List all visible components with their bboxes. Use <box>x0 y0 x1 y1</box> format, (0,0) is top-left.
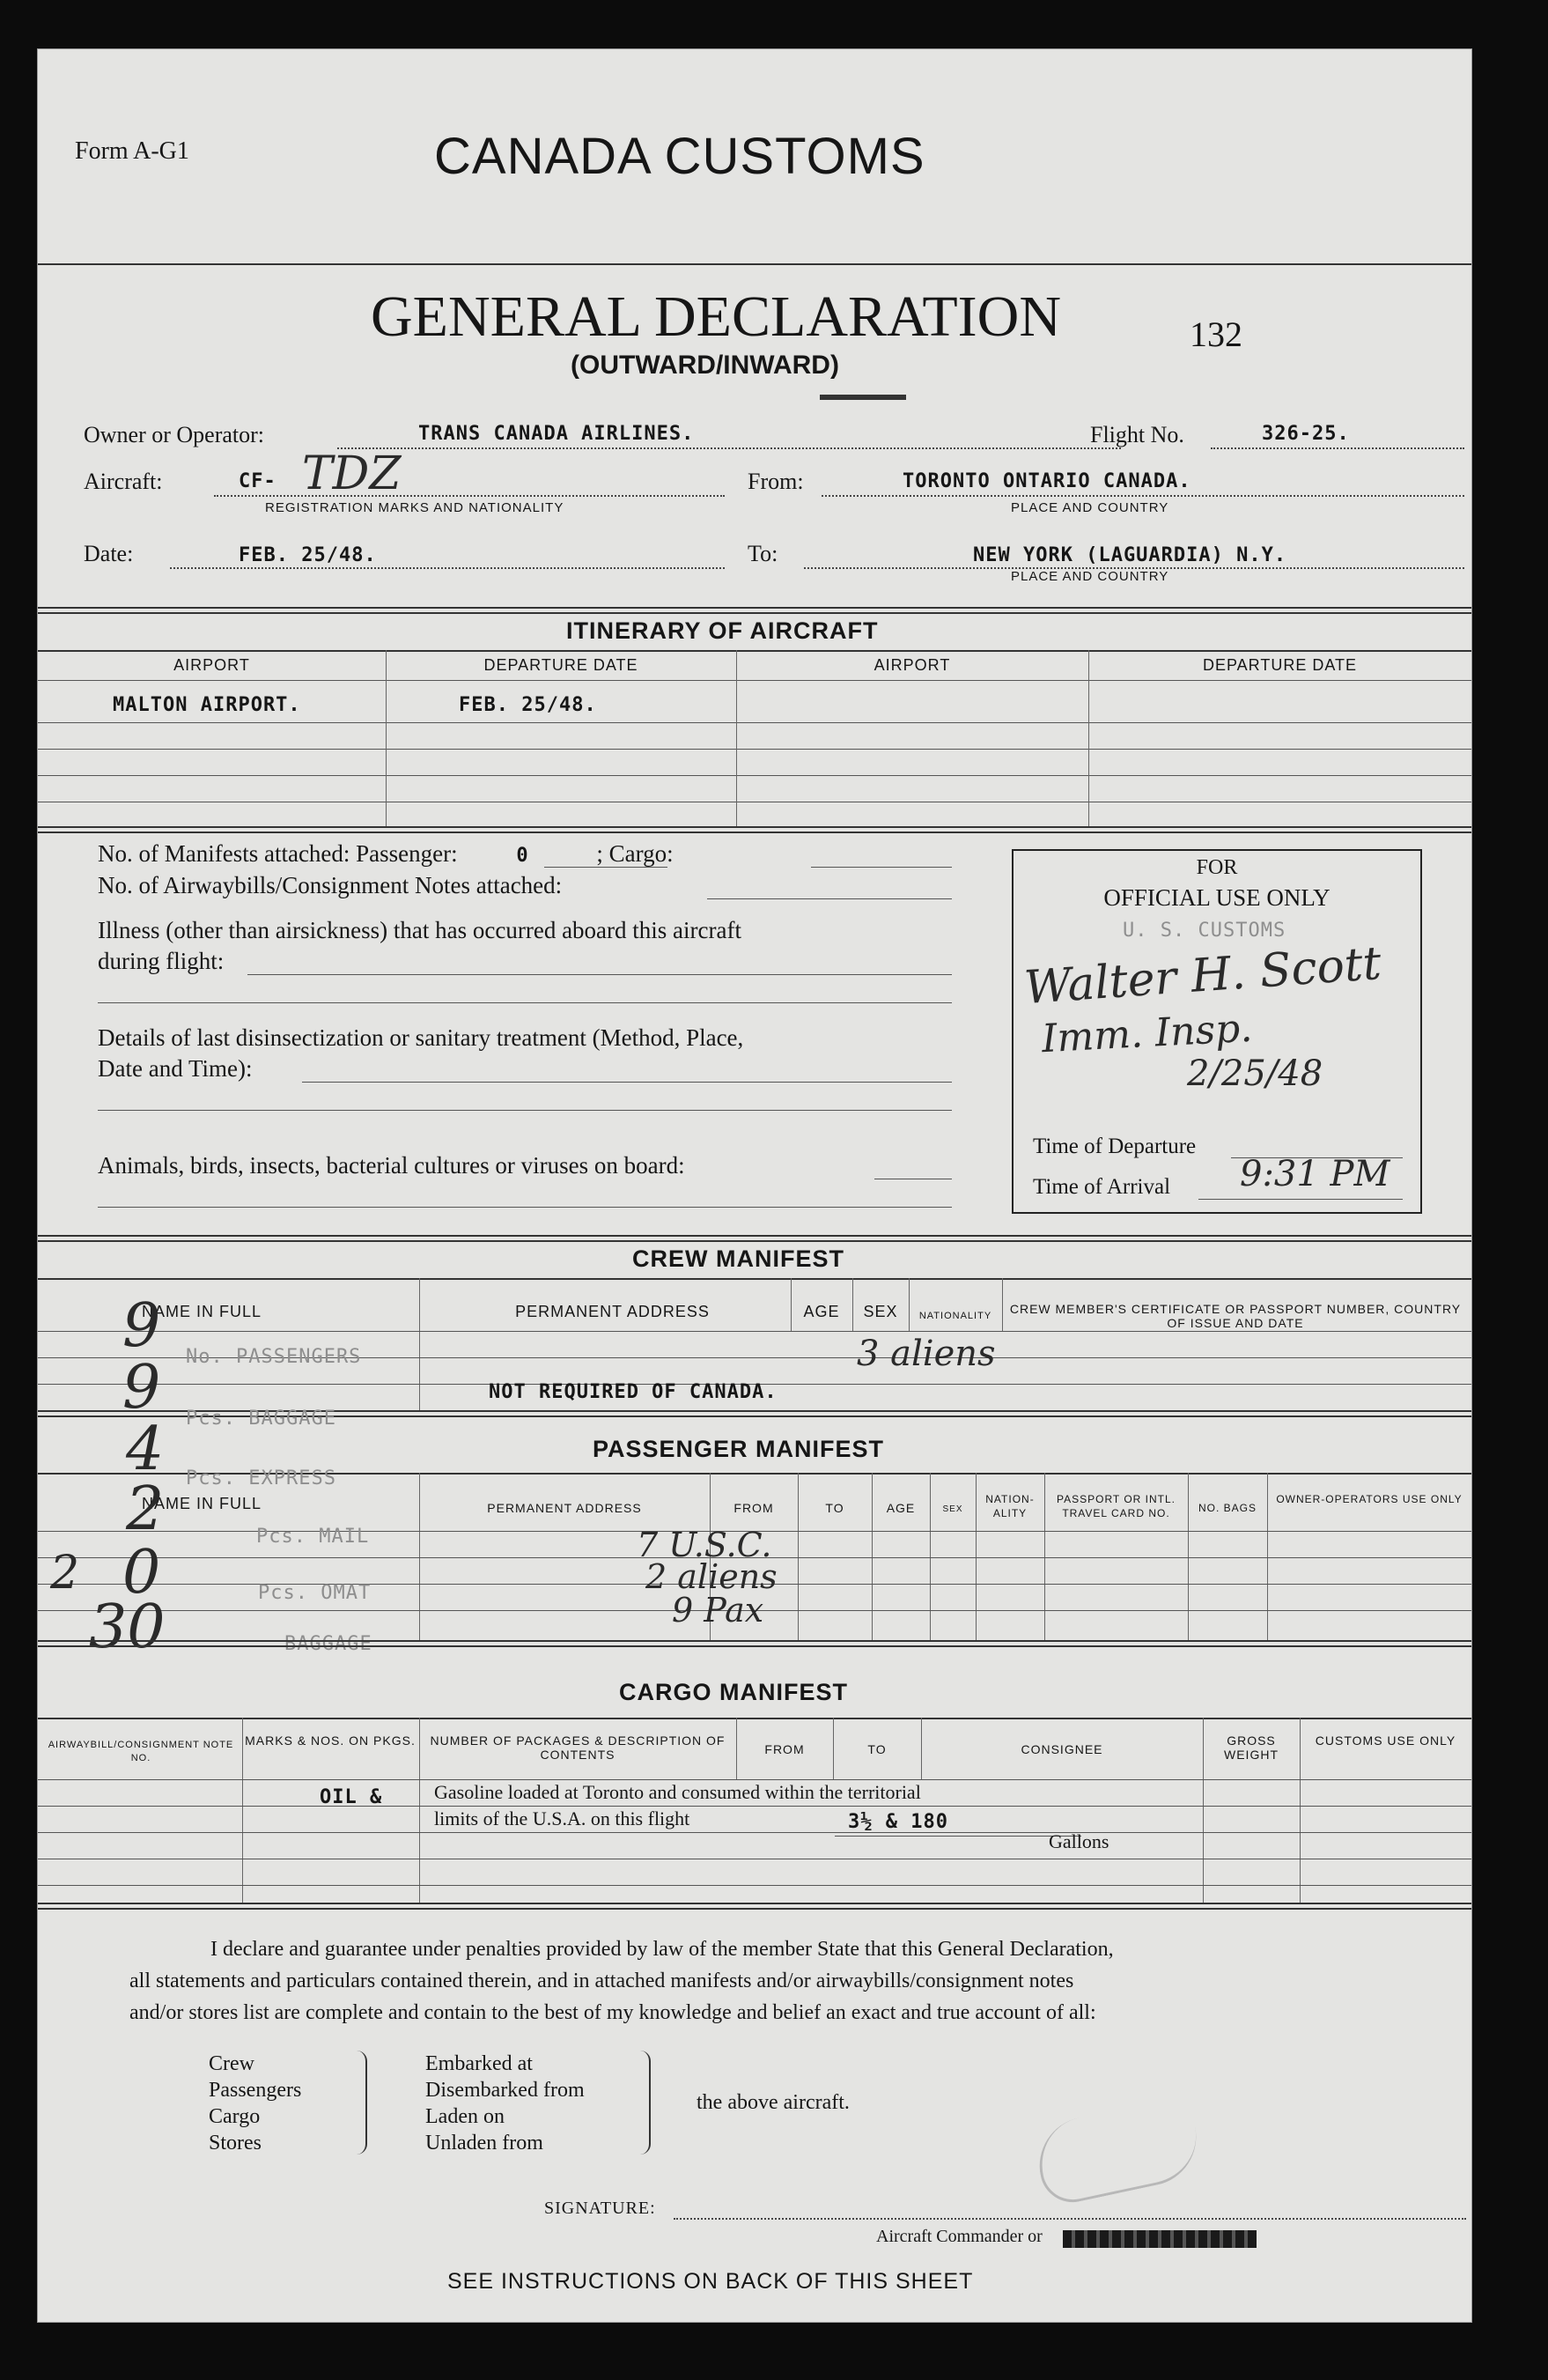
from-caption: PLACE AND COUNTRY <box>1011 500 1169 515</box>
list-passengers: Passengers <box>209 2079 302 2102</box>
brace-2 <box>637 2051 651 2155</box>
crew-col-sex: SEX <box>863 1303 898 1320</box>
list-laden: Laden on <box>425 2105 505 2128</box>
list-crew: Crew <box>209 2052 254 2075</box>
declaration-tail: the above aircraft. <box>697 2091 850 2114</box>
pax-col-owner: OWNER-OPERATORS USE ONLY <box>1276 1493 1463 1505</box>
signature-label: SIGNATURE: <box>544 2199 656 2218</box>
commander-redaction <box>1063 2230 1257 2248</box>
pax-note-2: 2 aliens <box>645 1557 778 1596</box>
form-number: Form A-G1 <box>75 137 189 165</box>
declaration-form <box>37 48 1472 2323</box>
cargo-col-from: FROM <box>764 1742 805 1756</box>
to-label: To: <box>748 541 778 566</box>
stamp-label-baggage: Pcs. BAGGAGE <box>186 1408 336 1430</box>
brace-1 <box>353 2051 367 2155</box>
from-label: From: <box>748 469 804 494</box>
inspector-signature: Walter H. Scott <box>1022 936 1383 1016</box>
manifests-label: No. of Manifests attached: Passenger: <box>98 840 458 867</box>
cargo-marks: OIL & <box>320 1786 383 1808</box>
flight-line <box>1211 447 1464 449</box>
manifests-line <box>98 840 674 868</box>
pax-col-passport: PASSPORT OR INTL. TRAVEL CARD NO. <box>1056 1493 1176 1519</box>
itin-col-airport-1: AIRPORT <box>173 656 250 674</box>
owner-label: Owner or Operator: <box>84 422 265 447</box>
date-line <box>170 567 725 569</box>
declaration-line-1: I declare and guarantee under penalties provided by law of the member State that this General Declaration, <box>210 1938 1114 1961</box>
pax-col-nationality: NATION-ALITY <box>985 1493 1035 1519</box>
stamp-number-5: 0 <box>122 1538 161 1608</box>
from-value: TORONTO ONTARIO CANADA. <box>903 470 1191 492</box>
pax-note-1: 7 U.S.C. <box>637 1526 772 1564</box>
itin-col-date-1: DEPARTURE DATE <box>483 656 638 674</box>
cargo-col-packages: NUMBER OF PACKAGES & DESCRIPTION OF CONTENTS <box>430 1733 726 1762</box>
list-disembarked: Disembarked from <box>425 2079 585 2102</box>
pax-col-bags: NO. BAGS <box>1198 1502 1257 1514</box>
list-unladen: Unladen from <box>425 2132 543 2155</box>
inspector-title: Imm. Insp. <box>1040 1005 1254 1062</box>
agency-title: CANADA CUSTOMS <box>434 128 925 185</box>
pax-col-from: FROM <box>733 1501 774 1515</box>
date-value: FEB. 25/48. <box>239 544 377 566</box>
declaration-line-2: all statements and particulars contained therein, and in attached manifests and/or airwaybills/consignment notes <box>129 1970 1074 1992</box>
crew-col-nationality: NATIONALITY <box>918 1311 992 1321</box>
disinsect-label: Details of last disinsectization or sanitary treatment (Method, Place, <box>98 1024 744 1051</box>
instructions-footer: SEE INSTRUCTIONS ON BACK OF THIS SHEET <box>447 2269 974 2294</box>
crew-not-required: NOT REQUIRED OF CANADA. <box>489 1381 778 1403</box>
pax-col-age: AGE <box>886 1501 916 1515</box>
aircraft-value: CF- <box>239 470 276 492</box>
page-title: GENERAL DECLARATION <box>371 285 1061 349</box>
stamp-label-baggage-2: BAGGAGE <box>284 1633 372 1655</box>
pax-col-name: NAME IN FULL <box>142 1495 262 1512</box>
flight-value: 326-25. <box>1262 423 1350 445</box>
pax-note-3: 9 Pax <box>672 1591 764 1630</box>
page-subtitle: (OUTWARD/INWARD) <box>571 351 839 380</box>
crew-col-name: NAME IN FULL <box>142 1303 262 1320</box>
stamp-label-passengers: No. PASSENGERS <box>186 1346 362 1368</box>
pax-col-sex: SEX <box>942 1504 963 1514</box>
arrival-time-value: 9:31 PM <box>1240 1154 1390 1194</box>
official-title-1: FOR <box>1196 856 1238 879</box>
signature-scribble <box>1030 2095 1205 2208</box>
doc-number: 132 <box>1190 314 1242 354</box>
crew-aliens-note: 3 aliens <box>857 1334 996 1374</box>
stamp-number-4: 2 <box>126 1475 165 1544</box>
cargo-desc-1: Gasoline loaded at Toronto and consumed within the territorial <box>434 1781 921 1803</box>
cargo-col-to: TO <box>867 1742 887 1756</box>
crew-col-certificate: CREW MEMBER'S CERTIFICATE OR PASSPORT NUMBER, COUNTRY OF ISSUE AND DATE <box>1009 1302 1462 1330</box>
itin-airport-1: MALTON AIRPORT. <box>113 694 301 716</box>
stamp-label-omat: Pcs. OMAT <box>258 1582 372 1604</box>
stamp-number-2: 9 <box>122 1353 161 1423</box>
stamp-number-1: 9 <box>122 1291 161 1361</box>
inspection-date: 2/25/48 <box>1187 1053 1323 1094</box>
cargo-amount: 3½ & 180 <box>848 1811 948 1833</box>
cargo-col-marks: MARKS & NOS. ON PKGS. <box>245 1733 416 1748</box>
aircraft-line <box>214 495 725 497</box>
cargo-col-weight: GROSS WEIGHT <box>1224 1733 1279 1762</box>
divider <box>38 263 1471 265</box>
cargo-title: CARGO MANIFEST <box>619 1679 848 1705</box>
cargo-col-airwaybill: AIRWAYBILL/CONSIGNMENT NOTE NO. <box>48 1740 234 1763</box>
declaration-line-3: and/or stores list are complete and contain to the best of my knowledge and belief an exact and true account of all: <box>129 2001 1096 2024</box>
stamp-side-number: 2 <box>50 1547 80 1600</box>
list-stores: Stores <box>209 2132 262 2155</box>
pax-col-to: TO <box>825 1501 844 1515</box>
commander-label: Aircraft Commander or <box>876 2227 1043 2246</box>
official-title-2: OFFICIAL USE ONLY <box>1103 884 1331 911</box>
itin-col-date-2: DEPARTURE DATE <box>1202 656 1358 674</box>
pax-col-address: PERMANENT ADDRESS <box>487 1501 642 1515</box>
stamp-label-mail: Pcs. MAIL <box>256 1526 370 1548</box>
stamp-number-6: 30 <box>89 1593 166 1662</box>
itin-date-1: FEB. 25/48. <box>459 694 597 716</box>
list-embarked: Embarked at <box>425 2052 533 2075</box>
itin-col-airport-2: AIRPORT <box>874 656 951 674</box>
owner-value: TRANS CANADA AIRLINES. <box>418 423 695 445</box>
date-label: Date: <box>84 541 134 566</box>
aircraft-caption: REGISTRATION MARKS AND NATIONALITY <box>265 500 564 515</box>
from-line <box>822 495 1464 497</box>
aircraft-label: Aircraft: <box>84 469 163 494</box>
crew-title: CREW MANIFEST <box>632 1245 844 1272</box>
itinerary-title: ITINERARY OF AIRCRAFT <box>566 617 879 644</box>
crew-col-address: PERMANENT ADDRESS <box>515 1303 710 1320</box>
crew-col-age: AGE <box>803 1303 840 1320</box>
passenger-count: 0 <box>516 845 529 867</box>
aircraft-handwritten: TDZ <box>302 447 402 500</box>
customs-stamp: U. S. CUSTOMS <box>1123 920 1286 942</box>
cargo-unit: Gallons <box>1049 1830 1109 1852</box>
flight-label: Flight No. <box>1090 422 1184 447</box>
departure-time-label: Time of Departure <box>1033 1135 1197 1158</box>
illness-label-2: during flight: <box>98 948 225 974</box>
cargo-col-customs: CUSTOMS USE ONLY <box>1315 1733 1456 1748</box>
animals-label: Animals, birds, insects, bacterial cultures or viruses on board: <box>98 1152 685 1179</box>
passenger-title: PASSENGER MANIFEST <box>593 1436 885 1462</box>
list-cargo: Cargo <box>209 2105 261 2128</box>
disinsect-label-2: Date and Time): <box>98 1055 253 1082</box>
to-value: NEW YORK (LAGUARDIA) N.Y. <box>973 544 1287 566</box>
to-caption: PLACE AND COUNTRY <box>1011 569 1169 584</box>
stamp-label-express: Pcs. EXPRESS <box>186 1467 336 1489</box>
arrival-time-label: Time of Arrival <box>1033 1175 1171 1199</box>
airwaybills-label: No. of Airwaybills/Consignment Notes attached: <box>98 872 563 898</box>
cargo-label: ; Cargo: <box>596 840 674 867</box>
illness-label: Illness (other than airsickness) that has occurred aboard this aircraft <box>98 917 741 943</box>
cargo-col-consignee: CONSIGNEE <box>1021 1742 1103 1756</box>
stamp-number-3: 4 <box>126 1415 165 1484</box>
subtitle-bar <box>820 395 906 400</box>
cargo-desc-2: limits of the U.S.A. on this flight <box>434 1807 690 1829</box>
owner-line <box>337 447 1121 449</box>
